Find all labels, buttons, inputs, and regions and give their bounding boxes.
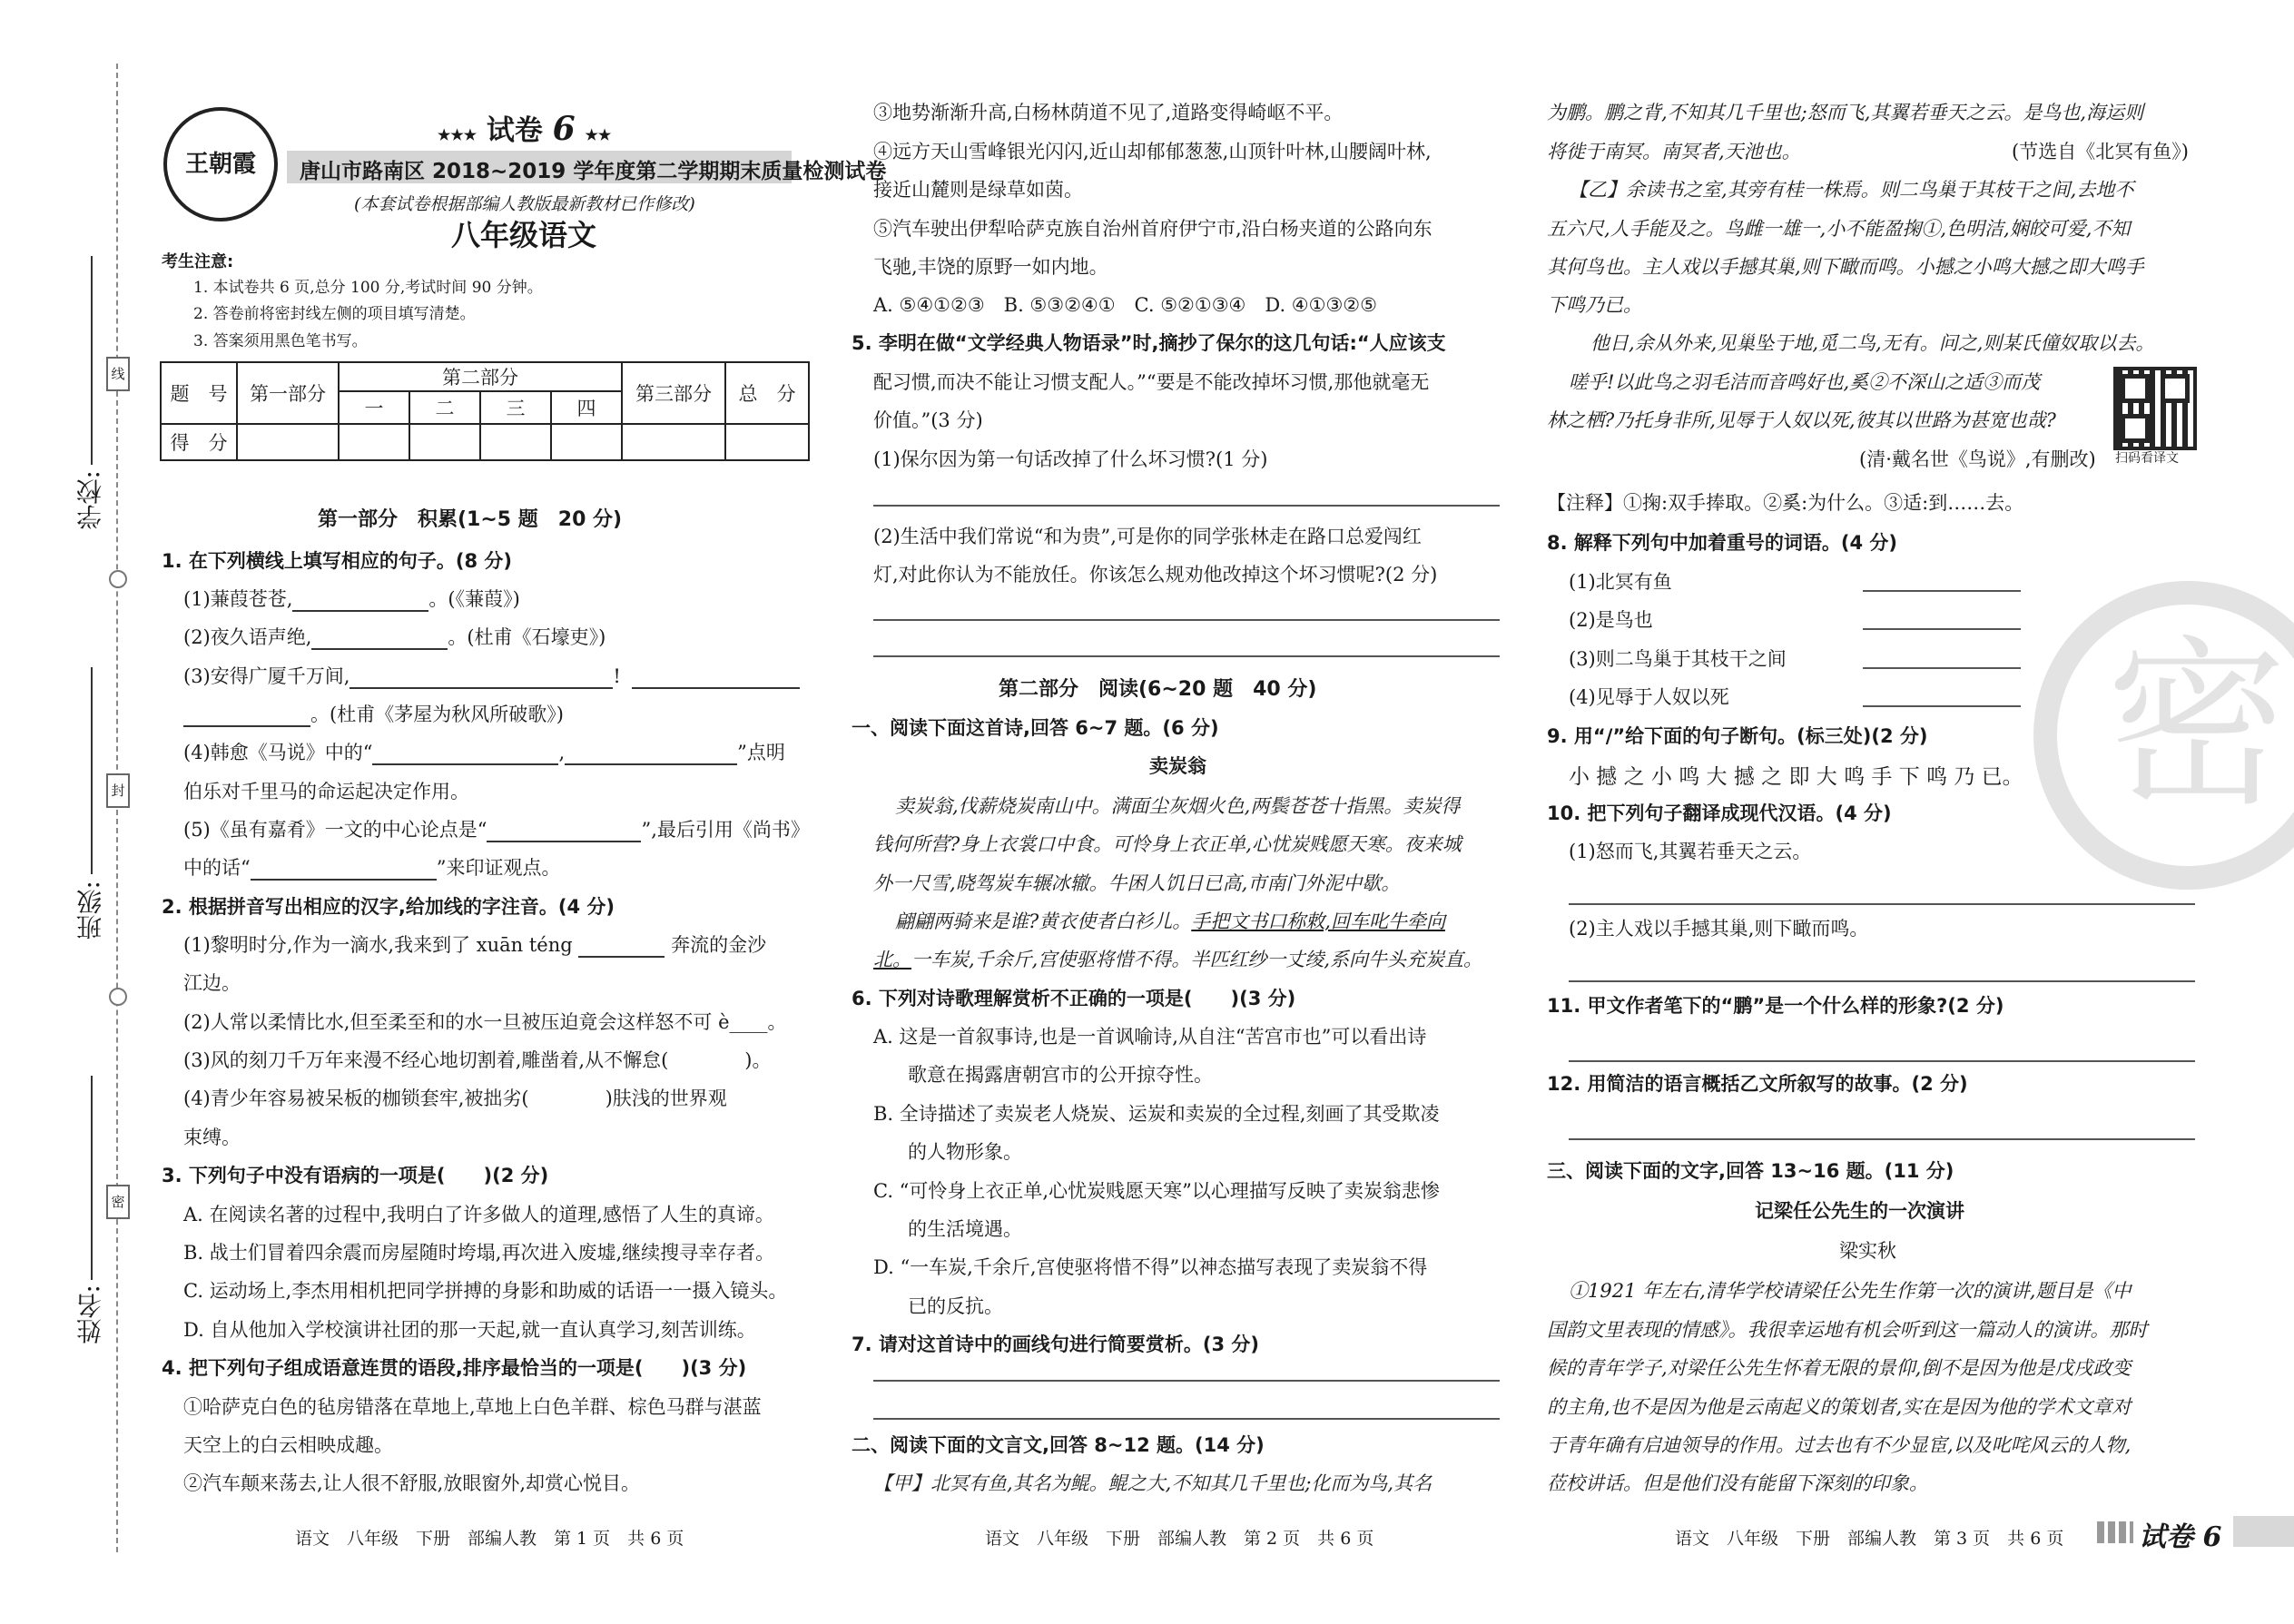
q7: 7. 请对这首诗中的画线句进行简要赏析。(3 分) xyxy=(852,1334,1260,1355)
table-header-part3: 第三部分 xyxy=(622,362,725,424)
annotation-notes: 【注释】①掬:双手捧取。②奚:为什么。③适:到……去。 xyxy=(1547,492,2024,514)
q6-option-c-cont: 的生活境遇。 xyxy=(908,1218,1022,1240)
seal-circle-2 xyxy=(109,988,127,1006)
answer-line[interactable] xyxy=(1863,590,2021,592)
q1-3: (3)安得广厦千万间, ! xyxy=(183,662,800,689)
q5-1: (1)保尔因为第一句话改掉了什么坏习惯?(1 分) xyxy=(873,448,1268,470)
star-icon: ★★ xyxy=(585,126,612,143)
school-field[interactable] xyxy=(91,256,93,465)
answer-blank[interactable] xyxy=(292,588,428,612)
classical-text-line: 为鹏。鹏之背,不知其几千里也;怒而飞,其翼若垂天之云。是鸟也,海运则 xyxy=(1547,102,2144,123)
q3-option-c: C. 运动场上,李杰用相机把同学拼搏的身影和助威的话语一一摄入镜头。 xyxy=(183,1280,788,1302)
score-cell[interactable] xyxy=(551,424,622,460)
score-cell[interactable] xyxy=(237,424,339,460)
answer-line[interactable] xyxy=(1569,1138,2195,1140)
q3: 3. 下列句子中没有语病的一项是( )(2 分) xyxy=(162,1165,549,1186)
answer-line[interactable] xyxy=(1863,705,2021,707)
q4-sentence-3: ③地势渐渐升高,白杨林荫道不见了,道路变得崎岖不平。 xyxy=(873,102,1344,123)
answer-blank[interactable] xyxy=(350,665,613,689)
score-cell[interactable] xyxy=(409,424,480,460)
paper-badge: 试卷 6 xyxy=(2139,1521,2222,1553)
page-footer-1: 语文 八年级 下册 部编人教 第 1 页 共 6 页 xyxy=(295,1529,684,1549)
q1-2: (2)夜久语声绝, 。(杜甫《石壕吏》) xyxy=(183,626,606,648)
classical-text-line: 【甲】北冥有鱼,其名为鲲。鲲之大,不知其几千里也;化而为鸟,其名 xyxy=(873,1472,1433,1494)
poem-title: 卖炭翁 xyxy=(1149,755,1206,777)
q1: 1. 在下列横线上填写相应的句子。(8 分) xyxy=(162,550,513,572)
seal-char-feng: 封 xyxy=(106,773,130,808)
article-line: 于青年确有启迪领导的作用。过去也有不少显宦,以及叱咤风云的人物, xyxy=(1547,1434,2132,1456)
answer-blank[interactable] xyxy=(372,742,558,765)
underlined-poem-text: 手把文书口称敕,回车叱牛牵向 xyxy=(1191,910,1445,932)
q4: 4. 把下列句子组成语意连贯的语段,排序最恰当的一项是( )(3 分) xyxy=(162,1357,747,1379)
q6-option-a-cont: 歌意在揭露唐朝宫市的公开掠夺性。 xyxy=(908,1064,1213,1086)
footer-grey-bar xyxy=(2233,1516,2294,1547)
answer-blank[interactable] xyxy=(183,704,310,727)
page-footer-2: 语文 八年级 下册 部编人教 第 2 页 共 6 页 xyxy=(985,1529,1374,1549)
table-subheader: 三 xyxy=(480,391,551,424)
reading-part1-heading: 一、阅读下面这首诗,回答 6~7 题。(6 分) xyxy=(852,717,1219,739)
seal-watermark-char: 密 xyxy=(2106,620,2289,832)
answer-line[interactable] xyxy=(873,1418,1500,1420)
q1-3-cont: 。(杜甫《茅屋为秋风所破歌》) xyxy=(183,700,564,727)
q10-1: (1)怒而飞,其翼若垂天之云。 xyxy=(1569,841,1812,862)
notice-item: 1. 本试卷共 6 页,总分 100 分,考试时间 90 分钟。 xyxy=(193,279,543,297)
classical-text-line: 他日,余从外来,见巢坠于地,觅二鸟,无有。问之,则某氏僮奴取以去。 xyxy=(1590,332,2155,354)
footer-decoration xyxy=(2097,1521,2133,1543)
q2-1-cont: 江边。 xyxy=(183,972,241,994)
q8: 8. 解释下列句中加着重号的词语。(4 分) xyxy=(1547,532,1898,554)
logo xyxy=(163,107,278,221)
answer-line[interactable] xyxy=(1569,980,2195,982)
reading-part2-heading: 二、阅读下面的文言文,回答 8~12 题。(14 分) xyxy=(852,1434,1265,1456)
q9-sentence: 小 撼 之 小 鸣 大 撼 之 即 大 鸣 手 下 鸣 乃 已。 xyxy=(1569,765,2023,789)
answer-blank[interactable] xyxy=(578,934,665,958)
source-note: (节选自《北冥有鱼》) xyxy=(2012,141,2189,162)
answer-blank[interactable] xyxy=(487,819,641,842)
q4-sentence-5: ⑤汽车驶出伊犁哈萨克族自治州首府伊宁市,沿白杨夹道的公路向东 xyxy=(873,218,1433,240)
article-line: 候的青年学子,对梁任公先生怀着无限的景仰,倒不是因为他是戊戌政变 xyxy=(1547,1357,2132,1379)
q2-4: (4)青少年容易被呆板的枷锁套牢,被拙劣( )肤浅的世界观 xyxy=(183,1088,727,1109)
section1-title: 第一部分 积累(1~5 题 20 分) xyxy=(318,508,623,531)
q8-2: (2)是鸟也 xyxy=(1569,609,1653,631)
logo-text: 王朝霞 xyxy=(184,151,256,178)
answer-line[interactable] xyxy=(873,1380,1500,1382)
q6: 6. 下列对诗歌理解赏析不正确的一项是( )(3 分) xyxy=(852,988,1296,1009)
q5-2-cont: 灯,对此你认为不能放任。你该怎么规劝他改掉这个坏习惯呢?(2 分) xyxy=(873,564,1438,586)
poem-line: 钱何所营?身上衣裳口中食。可怜身上衣正单,心忧炭贱愿天寒。夜来城 xyxy=(873,833,1462,855)
article-line: ①1921 年左右,清华学校请梁任公先生作第一次的演讲,题目是《中 xyxy=(1569,1280,2132,1302)
q2-3: (3)风的刻刀千万年来漫不经心地切割着,雕凿着,从不懈怠( )。 xyxy=(183,1049,772,1071)
table-header-total: 总 分 xyxy=(725,362,809,424)
name-field[interactable] xyxy=(91,1076,93,1280)
q1-4: (4)韩愈《马说》中的“ , ”点明 xyxy=(183,742,785,763)
article-line: 莅校讲话。但是他们没有能留下深刻的印象。 xyxy=(1547,1472,1928,1494)
q5: 5. 李明在做“文学经典人物语录”时,摘抄了保尔的这几句话:“人应该支 xyxy=(852,332,1446,354)
q8-4: (4)见辱于人奴以死 xyxy=(1569,686,1729,708)
table-header-question-no: 题 号 xyxy=(161,362,237,424)
school-label: 学校: xyxy=(75,470,105,530)
table-subheader: 二 xyxy=(409,391,480,424)
qr-code-icon[interactable] xyxy=(2113,367,2197,450)
table-subheader: 四 xyxy=(551,391,622,424)
classical-text-line: 林之栖?乃托身非所,见辱于人奴以死,彼其以世路为甚宽也哉? xyxy=(1547,409,2056,431)
q10: 10. 把下列句子翻译成现代汉语。(4 分) xyxy=(1547,802,1892,824)
q11: 11. 甲文作者笔下的“鹏”是一个什么样的形象?(2 分) xyxy=(1547,995,2004,1017)
q6-option-d-cont: 已的反抗。 xyxy=(908,1295,1003,1317)
article-line: 的主角,也不是因为他是云南起义的策划者,实在是因为他的学术文章对 xyxy=(1547,1396,2132,1418)
q1-1: (1)蒹葭苍苍, 。(《蒹葭》) xyxy=(183,588,520,610)
q3-option-a: A. 在阅读名著的过程中,我明白了许多做人的道理,感悟了人生的真谛。 xyxy=(183,1204,774,1225)
q5-cont: 价值。”(3 分) xyxy=(873,409,983,431)
q6-option-b-cont: 的人物形象。 xyxy=(908,1141,1022,1163)
notice-item: 2. 答卷前将密封线左侧的项目填写清楚。 xyxy=(193,305,476,323)
notice-title: 考生注意: xyxy=(162,252,234,271)
score-table xyxy=(160,361,810,461)
table-header-part1: 第一部分 xyxy=(237,362,339,424)
answer-blank[interactable] xyxy=(251,857,437,881)
poem-line: 北。一车炭,千余斤,宫使驱将惜不得。半匹红纱一丈绫,系向牛头充炭直。 xyxy=(873,949,1483,970)
table-header-part2: 第二部分 xyxy=(339,362,622,391)
q6-option-c: C. “可怜身上衣正单,心忧炭贱愿天寒”以心理描写反映了卖炭翁悲惨 xyxy=(873,1180,1440,1202)
poem-line: 翩翩两骑来是谁?黄衣使者白衫儿。手把文书口称敕,回车叱牛牵向 xyxy=(895,910,1445,932)
q1-5-cont: 中的话“ ”来印证观点。 xyxy=(183,857,561,879)
q6-option-b: B. 全诗描述了卖炭老人烧炭、运炭和卖炭的全过程,刻画了其受欺凌 xyxy=(873,1103,1440,1125)
class-field[interactable] xyxy=(91,667,93,874)
seal-char-xian: 线 xyxy=(106,357,130,391)
series-label: ★★★ 试卷 6 ★★ xyxy=(438,110,612,148)
classical-text-line: 将徙于南冥。南冥者,天池也。 xyxy=(1547,141,1801,162)
answer-line[interactable] xyxy=(873,619,1500,621)
q2-4-cont: 束缚。 xyxy=(183,1127,241,1148)
subject-title: 八年级语文 xyxy=(451,218,597,252)
class-label: 班级: xyxy=(75,881,105,940)
answer-line[interactable] xyxy=(873,655,1500,657)
star-icon: ★★★ xyxy=(438,126,478,143)
q5-cont: 配习惯,而决不能让习惯支配人。”“要是不能改掉坏习惯,那他就毫无 xyxy=(873,371,1430,393)
q10-2: (2)主人戏以手撼其巢,则下瞰而鸣。 xyxy=(1569,918,1869,940)
q4-sentence-2: ②汽车颠来荡去,让人很不舒服,放眼窗外,却赏心悦目。 xyxy=(183,1472,641,1494)
section2-title: 第二部分 阅读(6~20 题 40 分) xyxy=(999,678,1317,701)
score-cell[interactable] xyxy=(339,424,409,460)
article-title: 记梁任公先生的一次演讲 xyxy=(1755,1200,1964,1222)
seal-dotted-line xyxy=(116,64,118,1552)
q6-option-a: A. 这是一首叙事诗,也是一首讽喻诗,从自注“苦宫市也”可以看出诗 xyxy=(873,1026,1427,1048)
q5-2: (2)生活中我们常说“和为贵”,可是你的同学张林走在路口总爱闯红 xyxy=(873,526,1422,547)
score-cell[interactable] xyxy=(480,424,551,460)
exam-subtitle: (本套试卷根据部编人教版最新教材已作修改) xyxy=(354,194,695,214)
answer-blank[interactable] xyxy=(632,665,800,689)
answer-line[interactable] xyxy=(1569,903,2195,905)
classical-text-line: 【乙】余读书之室,其旁有桂一株焉。则二鸟巢于其枝干之间,去地不 xyxy=(1569,179,2134,201)
score-cell[interactable] xyxy=(622,424,725,460)
q4-sentence-1: ①哈萨克白色的毡房错落在草地上,草地上白色羊群、棕色马群与湛蓝 xyxy=(183,1396,762,1418)
name-label: 姓名: xyxy=(75,1284,105,1344)
article-line: 国韵文里表现的情感》。我很幸运地有机会听到这一篇动人的演讲。那时 xyxy=(1547,1319,2148,1341)
q4-options: A. ⑤④①②③ B. ⑤③②④① C. ⑤②①③④ D. ④①③②⑤ xyxy=(873,294,1377,316)
exam-title: 唐山市路南区 2018~2019 学年度第二学期期末质量检测试卷 xyxy=(300,160,887,183)
q8-1: (1)北冥有鱼 xyxy=(1569,571,1672,593)
poem-line: 外一尺雪,晓驾炭车辗冰辙。牛困人饥日已高,市南门外泥中歇。 xyxy=(873,872,1401,894)
answer-line[interactable] xyxy=(1863,667,2021,669)
q2-2: (2)人常以柔情比水,但至柔至和的水一旦被压迫竟会这样怒不可 è____。 xyxy=(183,1011,787,1033)
seal-circle-1 xyxy=(109,570,127,588)
answer-blank[interactable] xyxy=(311,626,448,650)
q3-option-b: B. 战士们冒着四余震而房屋随时垮塌,再次进入废墟,继续搜寻幸存者。 xyxy=(183,1242,775,1264)
q4-sentence-4-cont: 接近山麓则是绿草如茵。 xyxy=(873,179,1083,201)
q4-sentence-5-cont: 飞驰,丰饶的原野一如内地。 xyxy=(873,256,1108,278)
table-row-score-label: 得 分 xyxy=(161,424,237,460)
poem-line: 卖炭翁,伐薪烧炭南山中。满面尘灰烟火色,两鬓苍苍十指黑。卖炭得 xyxy=(895,795,1461,817)
source-note: (清·戴名世《鸟说》,有删改) xyxy=(1859,448,2096,470)
q2-1: (1)黎明时分,作为一滴水,我来到了 xuān téng 奔流的金沙 xyxy=(183,934,767,956)
classical-text-line: 其何鸟也。主人戏以手撼其巢,则下瞰而鸣。小撼之小鸣大撼之即大鸣手 xyxy=(1547,256,2144,278)
classical-text-line: 五六尺,人手能及之。鸟雌一雄一,小不能盈掬①,色明洁,娴皎可爱,不知 xyxy=(1547,218,2131,240)
q12: 12. 用简洁的语言概括乙文所叙写的故事。(2 分) xyxy=(1547,1073,1968,1095)
q9: 9. 用“/”给下面的句子断句。(标三处)(2 分) xyxy=(1547,725,1928,747)
page-footer-3: 语文 八年级 下册 部编人教 第 3 页 共 6 页 xyxy=(1675,1529,2064,1549)
qr-label: 扫码看译文 xyxy=(2115,451,2179,466)
q6-option-d: D. “一车炭,千余斤,宫使驱将惜不得”以神态描写表现了卖炭翁不得 xyxy=(873,1256,1428,1278)
underlined-poem-text: 北。 xyxy=(873,949,911,970)
answer-line[interactable] xyxy=(1569,1060,2195,1062)
seal-char-mi: 密 xyxy=(106,1185,130,1219)
table-subheader: 一 xyxy=(339,391,409,424)
q3-option-d: D. 自从他加入学校演讲社团的那一天起,就一直认真学习,刻苦训练。 xyxy=(183,1319,756,1341)
answer-line[interactable] xyxy=(1863,628,2021,630)
q1-4-cont: 伯乐对千里马的命运起决定作用。 xyxy=(183,781,469,802)
q4-sentence-4: ④远方天山雪峰银光闪闪,近山却郁郁葱葱,山顶针叶林,山腰阔叶林, xyxy=(873,141,1432,162)
answer-line[interactable] xyxy=(873,505,1500,507)
notice-item: 3. 答案须用黑色笔书写。 xyxy=(193,332,368,350)
q8-3: (3)则二鸟巢于其枝干之间 xyxy=(1569,648,1787,670)
article-author: 梁实秋 xyxy=(1839,1240,1896,1262)
classical-text-line: 下鸣乃已。 xyxy=(1547,294,1642,316)
reading-part3-heading: 三、阅读下面的文字,回答 13~16 题。(11 分) xyxy=(1547,1160,1954,1182)
q4-sentence-1-cont: 天空上的白云相映成趣。 xyxy=(183,1434,393,1456)
score-cell[interactable] xyxy=(725,424,809,460)
q1-5: (5)《虽有嘉肴》一文的中心论点是“ ”,最后引用《尚书》 xyxy=(183,819,810,841)
answer-blank[interactable] xyxy=(565,742,737,765)
q2: 2. 根据拼音写出相应的汉字,给加线的字注音。(4 分) xyxy=(162,896,615,918)
classical-text-line: 嗟乎!以此鸟之羽毛洁而音鸣好也,奚②不深山之适③而茂 xyxy=(1569,371,2041,393)
